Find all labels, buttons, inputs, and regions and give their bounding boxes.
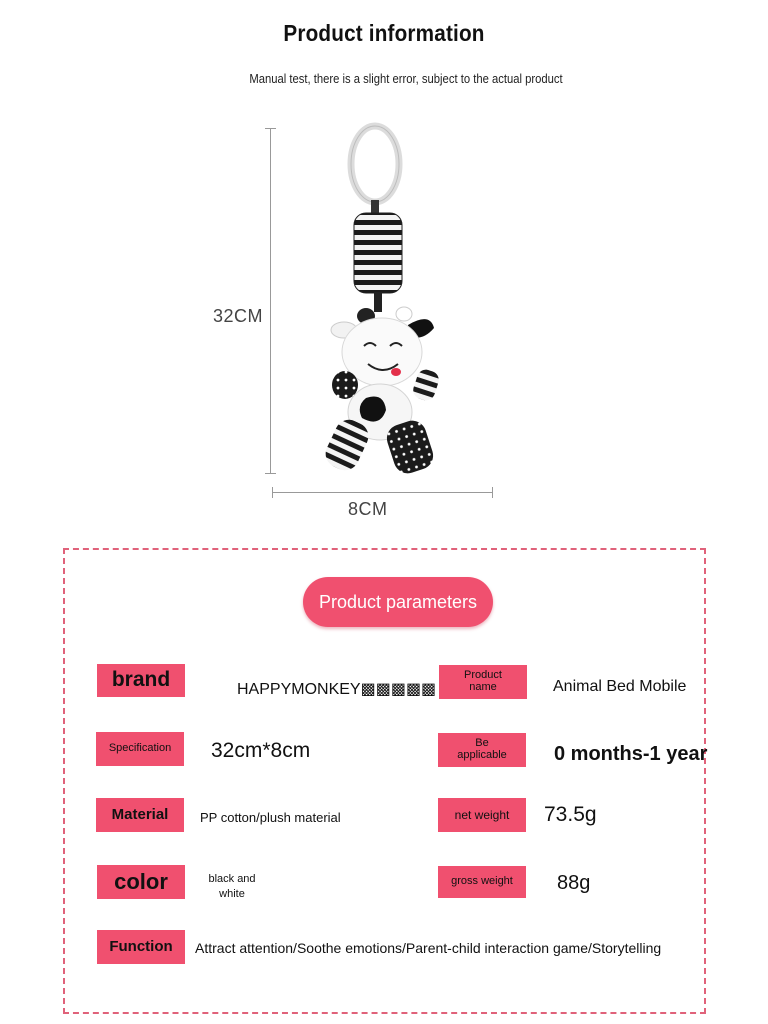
param-value-specification: 32cm*8cm bbox=[211, 739, 311, 762]
param-value-color: black and white bbox=[208, 873, 256, 901]
param-label-material: Material bbox=[96, 798, 184, 832]
param-value-function: Attract attention/Soothe emotions/Parent-child interaction game/Storytelling bbox=[195, 940, 662, 956]
param-value-gross-weight: 88g bbox=[557, 872, 591, 894]
param-label-brand: brand bbox=[97, 664, 185, 697]
param-value-product-name: Animal Bed Mobile bbox=[553, 678, 687, 695]
cow-toy-image bbox=[318, 120, 458, 482]
width-dimension-cap-left bbox=[272, 487, 273, 498]
width-dimension-line bbox=[272, 492, 492, 493]
page-title: Product information bbox=[283, 20, 485, 46]
param-value-brand: HAPPYMONKEY▩▩▩▩▩ bbox=[237, 681, 437, 698]
height-dimension-line bbox=[270, 128, 271, 474]
width-label: 8CM bbox=[348, 499, 388, 519]
param-value-applicable: 0 months-1 year bbox=[554, 743, 708, 765]
param-label-function: Function bbox=[97, 930, 185, 964]
product-parameters-heading: Product parameters bbox=[303, 577, 493, 627]
param-label-gross-weight: gross weight bbox=[438, 866, 526, 898]
height-dimension-cap-bottom bbox=[265, 473, 276, 474]
page-subtitle: Manual test, there is a slight error, subject to the actual product bbox=[249, 72, 563, 86]
param-value-material: PP cotton/plush material bbox=[200, 810, 341, 825]
param-label-color: color bbox=[97, 865, 185, 899]
param-label-specification: Specification bbox=[96, 732, 184, 766]
width-dimension-cap-right bbox=[492, 487, 493, 498]
param-label-product-name: Product name bbox=[439, 665, 527, 699]
height-label: 32CM bbox=[213, 306, 264, 326]
param-label-applicable: Be applicable bbox=[438, 733, 526, 767]
param-label-net-weight: net weight bbox=[438, 798, 526, 832]
height-dimension-cap-top bbox=[265, 128, 276, 129]
param-value-net-weight: 73.5g bbox=[544, 803, 597, 826]
